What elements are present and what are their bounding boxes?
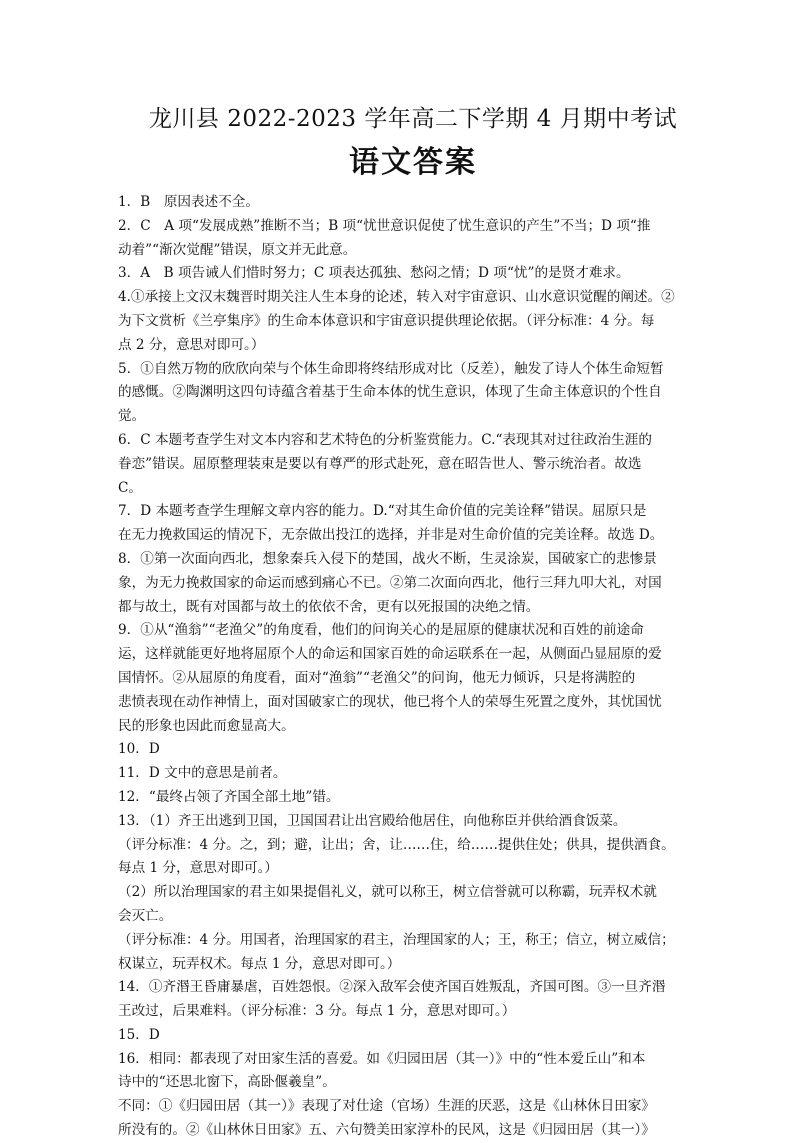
answer-line: 动着”“渐次觉醒”错误，原文并无此意。 <box>118 241 357 258</box>
answer-line: （评分标准：4 分。之，到；避，让出；舍，让……住，给……提供住处；供具，提供酒食。 <box>118 836 675 853</box>
answer-line: 16．相同：都表现了对田家生活的喜爱。如《归园田居（其一）》中的“性本爱丘山”和本 <box>118 1050 646 1067</box>
answer-line: 悲愤表现在动作神情上，面对国破家亡的现状，他已将个人的荣辱生死置之度外，其忧国忧 <box>118 693 662 710</box>
answer-line: 为下文赏析《兰亭集序》的生命本体意识和宇宙意识提供理论依据。（评分标准：4 分。每 <box>118 312 655 329</box>
answer-line: 7．D 本题考查学生理解文章内容的能力。D.“对其生命价值的完美诠释”错误。屈原只是 <box>118 503 647 520</box>
answer-line: 1．B 原因表述不全。 <box>118 194 259 210</box>
answer-lines <box>118 191 698 1143</box>
answer-line: 不同：①《归园田居（其一）》表现了对仕途（官场）生涯的厌恶，这是《山林休日田家》 <box>118 1098 655 1115</box>
answer-line: 每点 1 分，意思对即可。） <box>118 860 279 877</box>
answer-line: 11．D 文中的意思是前者。 <box>118 765 287 782</box>
answer-line: 觉。 <box>118 408 146 425</box>
answer-line: 都与故土，既有对国都与故土的依依不舍，更有以死报国的决绝之情。 <box>118 598 540 615</box>
answer-line: 王改过，后果难料。（评分标准：3 分。每点 1 分，意思对即可。） <box>118 1003 516 1020</box>
answer-line: 运，这样就能更好地将屈原个人的命运和国家百姓的命运联系在一起，从侧面凸显屈原的爱 <box>118 646 662 663</box>
answer-line: 9．①从“渔翁”“老渔父”的角度看，他们的问询关心的是屈原的健康状况和百姓的前途命 <box>118 622 644 639</box>
answer-line: 14．①齐湣王昏庸暴虐，百姓怨恨。②深入敌军会使齐国百姓叛乱，齐国可图。③一旦齐湣 <box>118 979 666 996</box>
answer-line: 4.①承接上文汉末魏晋时期关注人生本身的论述，转入对宇宙意识、山水意识觉醒的阐述。② <box>118 289 675 306</box>
answer-line: 10．D <box>118 741 160 758</box>
answer-line: 点 2 分，意思对即可。） <box>118 336 265 353</box>
answer-line: 12．“最终占领了齐国全部土地”错。 <box>118 788 340 805</box>
answer-subtitle: 语文答案 <box>349 145 477 180</box>
answer-line: 民的形象也因此而愈显高大。 <box>118 717 295 734</box>
answer-line: 国情怀。②从屈原的角度看，面对“渔翁”“老渔父”的问询，他无力倾诉，只是将满腔的 <box>118 669 636 686</box>
answer-line: 眷恋”错误。屈原整理装束是要以有尊严的形式赴死，意在昭告世人、警示统治者。故选 <box>118 455 642 472</box>
answer-line: 权谋立，玩弄权术。每点 1 分，意思对即可。） <box>118 955 401 972</box>
answer-line: 所没有的。②《山林休日田家》五、六句赞美田家淳朴的民风，这是《归园田居（其一）》 <box>118 1122 655 1139</box>
answer-line: 13．（1）齐王出逃到卫国，卫国国君让出宫殿给他居住，向他称臣并供给酒食饭菜。 <box>118 812 627 829</box>
answer-line: 象，为无力挽救国家的命运而感到痛心不已。②第二次面向西北，他行三拜九叩大礼，对国 <box>118 574 662 591</box>
answer-line: 6．C 本题考查学生对文本内容和艺术特色的分析鉴赏能力。C.“表现其对过往政治生涯的 <box>118 431 652 448</box>
answer-line: 2．C A 项“发展成熟”推断不当；B 项“忧世意识促使了忧生意识的产生”不当；D 项“推 <box>118 217 651 234</box>
answer-line: C。 <box>118 479 142 496</box>
exam-title: 龙川县 2022-2023 学年高二下学期 4 月期中考试 <box>148 106 678 132</box>
answer-line: 会灭亡。 <box>118 907 173 924</box>
answer-line: 8．①第一次面向西北，想象秦兵入侵下的楚国，战火不断，生灵涂炭，国破家亡的悲惨景 <box>118 550 657 567</box>
answer-line: 在无力挽救国运的情况下，无奈做出投江的选择，并非是对生命价值的完美诠释。故选 D。 <box>118 527 664 544</box>
answer-line: 诗中的“还思北窗下，高卧偃羲皇”。 <box>118 1074 336 1091</box>
answer-line: （2）所以治理国家的君主如果提倡礼义，就可以称王，树立信誉就可以称霸，玩弄权术就 <box>118 884 657 901</box>
answer-line: 5．①自然万物的欣欣向荣与个体生命即将终结形成对比（反差），触发了诗人个体生命短暂 <box>118 360 664 377</box>
answer-line: （评分标准：4 分。用国者，治理国家的君主，治理国家的人；王，称王；信立，树立威信； <box>118 931 675 948</box>
answer-line: 3．A B 项告诫人们惜时努力；C 项表达孤独、愁闷之情；D 项“忧”的是贤才难求。 <box>118 265 630 282</box>
answer-line: 的感慨。②陶渊明这四句诗蕴含着基于生命本体的忧生意识，体现了生命主体意识的个性自 <box>118 384 662 401</box>
answer-line: 15．D <box>118 1026 160 1043</box>
